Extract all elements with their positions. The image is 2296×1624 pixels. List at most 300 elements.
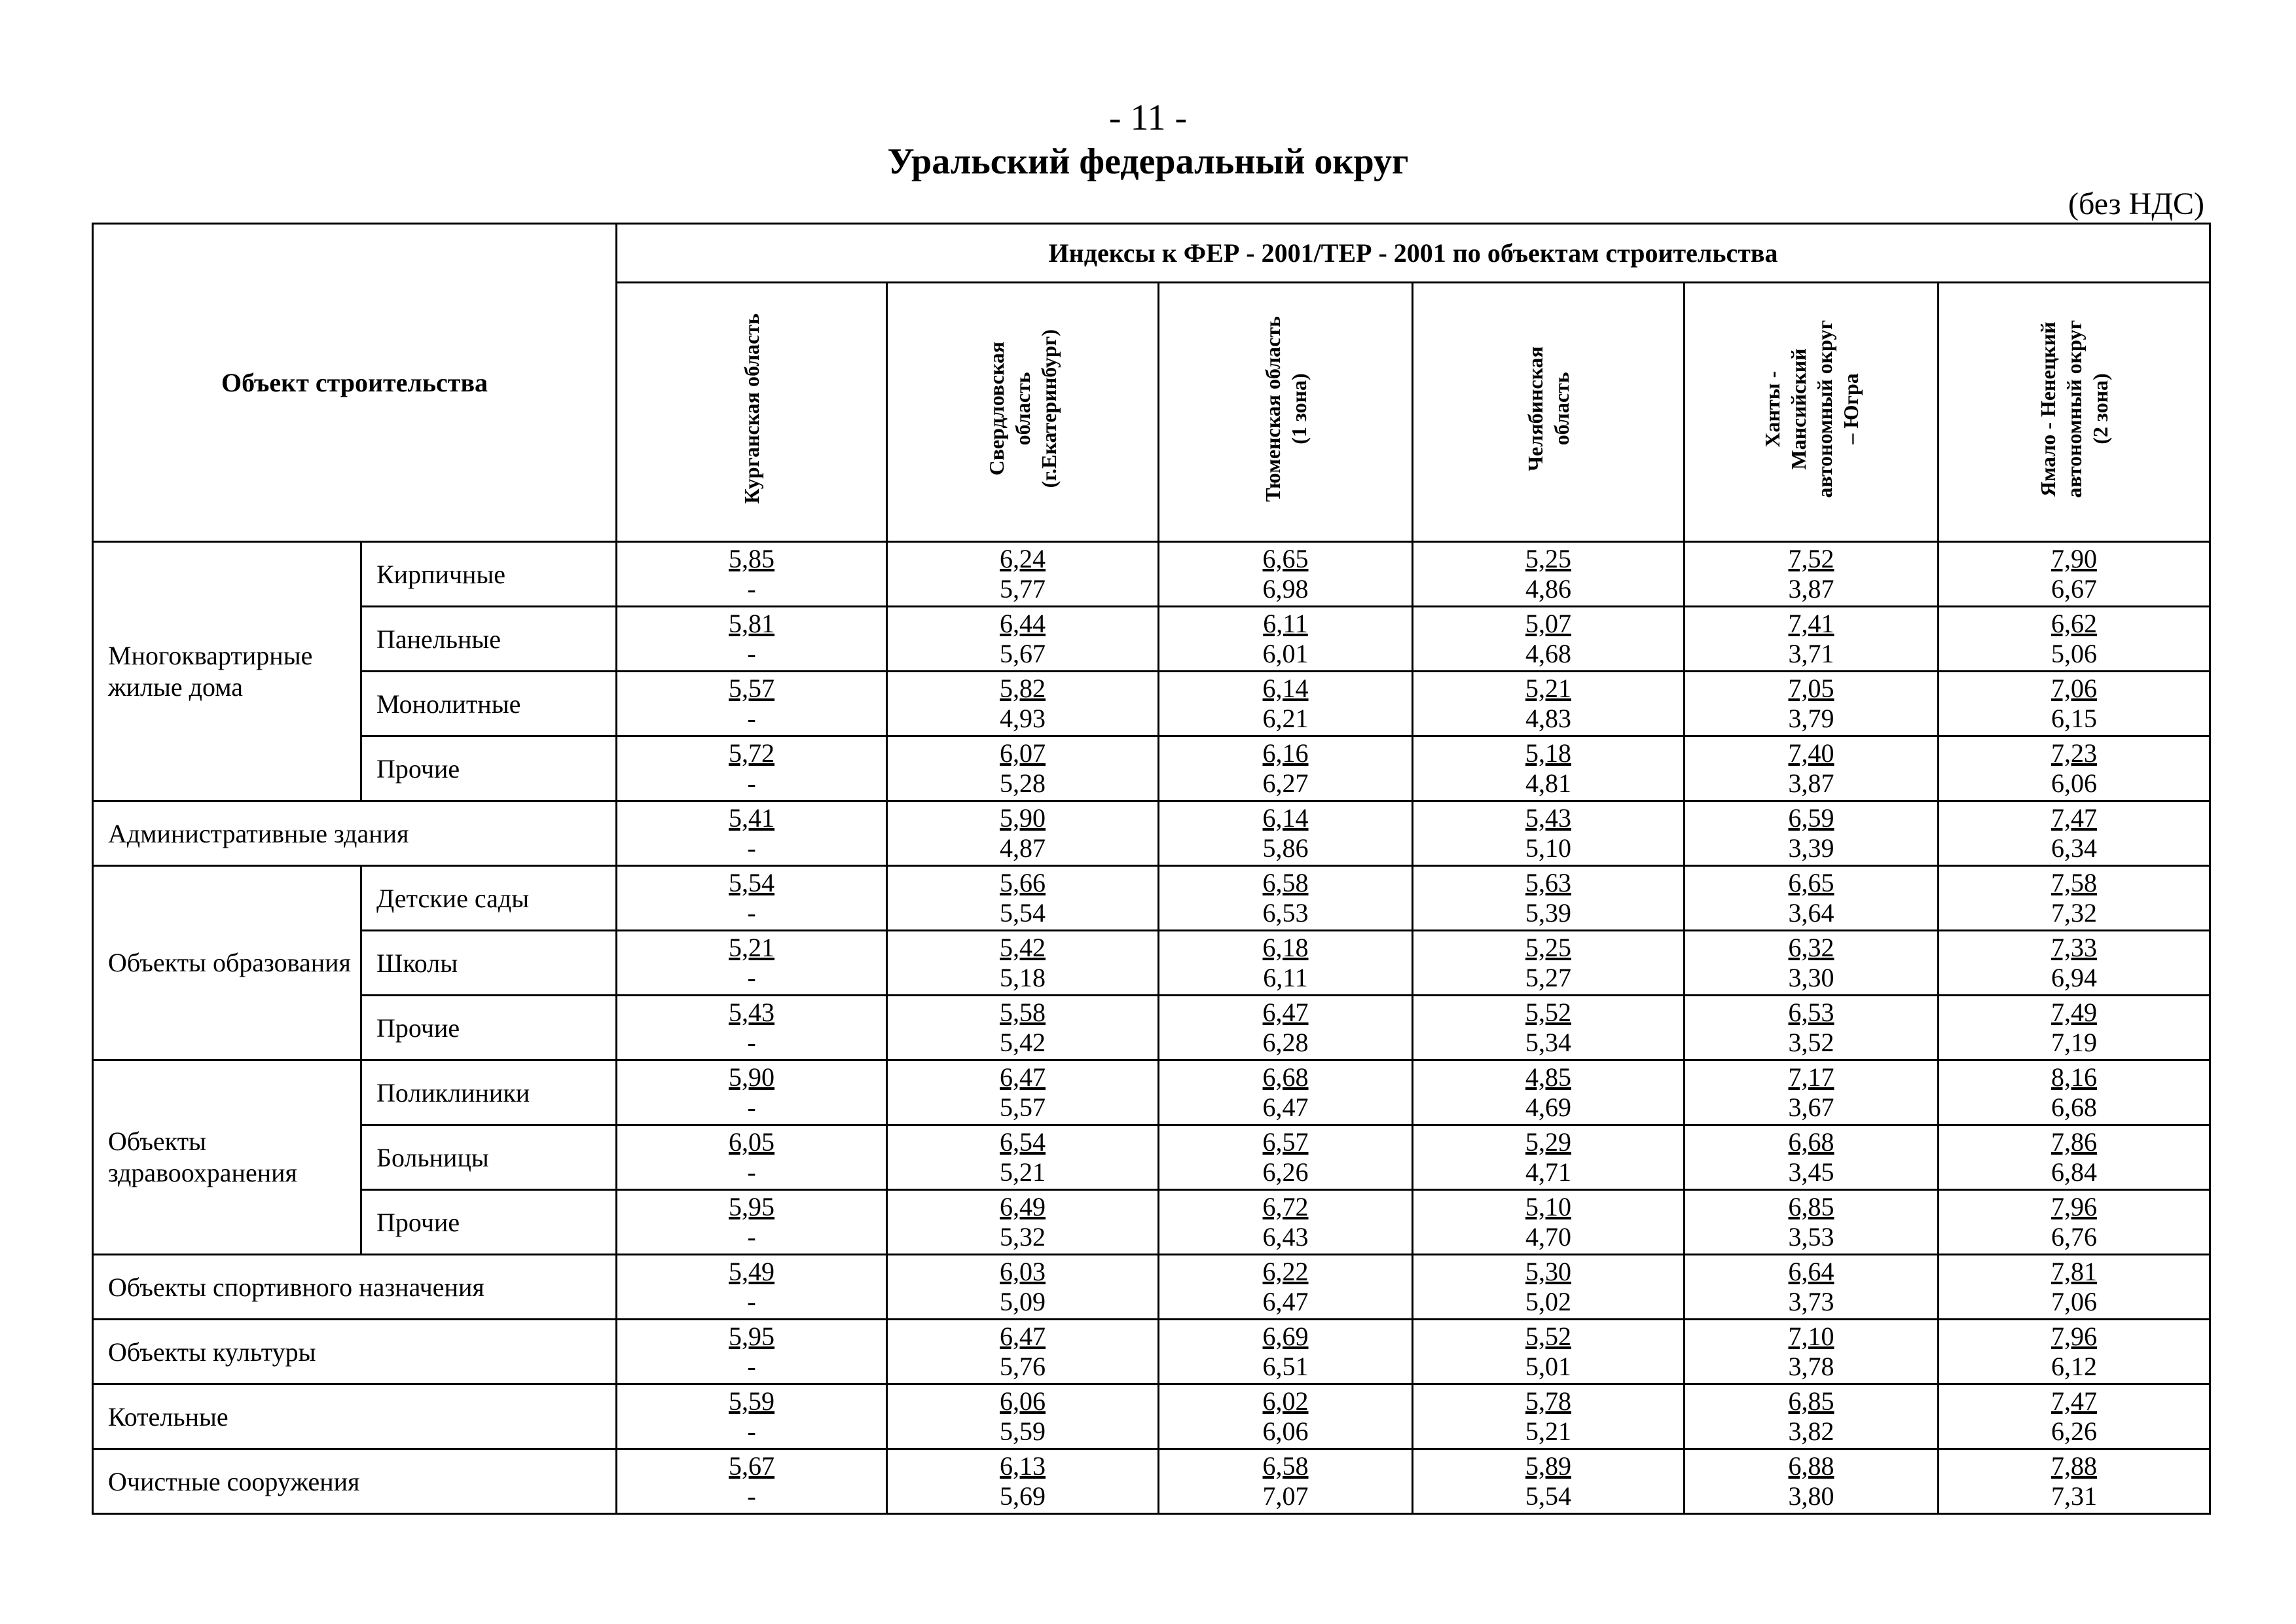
row-label: Объекты спортивного назначения — [93, 1255, 617, 1320]
index-fer: 6,07 — [1000, 738, 1046, 768]
table-row — [93, 931, 2210, 996]
index-cell — [1413, 801, 1685, 866]
index-cell — [1939, 1060, 2210, 1125]
index-ter: 3,80 — [1788, 1481, 1834, 1511]
row-label: Административные здания — [93, 801, 617, 866]
index-ter: 4,69 — [1525, 1092, 1572, 1122]
index-ter: - — [747, 898, 756, 928]
index-fer: 5,90 — [729, 1062, 775, 1092]
index-cell — [1159, 1255, 1413, 1320]
index-cell — [617, 1255, 887, 1320]
index-ter: - — [747, 1352, 756, 1381]
index-ter: 3,39 — [1788, 833, 1834, 863]
index-cell — [1939, 736, 2210, 801]
index-cell — [1159, 672, 1413, 736]
index-fer: 6,44 — [1000, 609, 1046, 638]
index-fer: 5,21 — [729, 933, 775, 962]
region-header — [617, 283, 887, 542]
index-ter: 5,28 — [1000, 768, 1046, 798]
index-cell — [887, 1320, 1159, 1384]
index-fer: 7,41 — [1788, 609, 1834, 638]
index-cell — [1685, 607, 1939, 672]
index-ter: 5,39 — [1525, 898, 1572, 928]
index-cell — [1685, 996, 1939, 1060]
index-ter: 3,53 — [1788, 1222, 1834, 1252]
index-ter: 7,19 — [2051, 1028, 2098, 1057]
index-cell — [1939, 607, 2210, 672]
index-cell — [1413, 1060, 1685, 1125]
region-name: Тюменская область (1 зона) — [1260, 316, 1311, 502]
index-cell — [1939, 542, 2210, 607]
index-fer: 6,58 — [1262, 868, 1309, 897]
index-ter: 3,71 — [1788, 639, 1834, 668]
index-fer: 5,21 — [1525, 674, 1572, 703]
region-name: Курганская область — [740, 314, 764, 504]
vat-note: (без НДС) — [2068, 187, 2204, 221]
index-ter: 6,06 — [1262, 1416, 1309, 1446]
table-row — [93, 1255, 2210, 1320]
index-fer: 6,65 — [1262, 544, 1309, 573]
index-fer: 6,11 — [1263, 609, 1308, 638]
table-row — [93, 1060, 2210, 1125]
group-label: Объекты здравоохранения — [93, 1060, 361, 1255]
index-fer: 6,06 — [1000, 1386, 1046, 1416]
index-fer: 5,95 — [729, 1192, 775, 1221]
index-cell — [617, 1449, 887, 1514]
index-fer: 6,16 — [1262, 738, 1309, 768]
index-fer: 6,85 — [1788, 1386, 1834, 1416]
index-cell — [887, 1190, 1159, 1255]
index-cell — [617, 1190, 887, 1255]
index-cell — [1685, 1384, 1939, 1449]
index-cell — [1413, 1125, 1685, 1190]
index-cell — [1413, 931, 1685, 996]
subtype-label: Школы — [361, 931, 617, 996]
index-ter: - — [747, 1092, 756, 1122]
index-ter: 5,02 — [1525, 1287, 1572, 1316]
region-name: Ханты - Мансийский автономный округ – Югра — [1760, 319, 1863, 498]
index-ter: 5,86 — [1262, 833, 1309, 863]
index-ter: 6,76 — [2051, 1222, 2098, 1252]
index-cell — [887, 736, 1159, 801]
index-cell — [1939, 1449, 2210, 1514]
subtype-label: Панельные — [361, 607, 617, 672]
index-ter: - — [747, 1222, 756, 1252]
row-label: Котельные — [93, 1384, 617, 1449]
index-fer: 5,90 — [1000, 803, 1046, 833]
index-ter: 5,34 — [1525, 1028, 1572, 1057]
table-row — [93, 1449, 2210, 1514]
index-fer: 5,43 — [729, 998, 775, 1027]
index-fer: 7,49 — [2051, 998, 2098, 1027]
subtype-label: Кирпичные — [361, 542, 617, 607]
index-ter: - — [747, 1416, 756, 1446]
index-fer: 6,88 — [1788, 1451, 1834, 1481]
index-ter: 5,59 — [1000, 1416, 1046, 1446]
index-cell — [617, 542, 887, 607]
index-cell — [1413, 1449, 1685, 1514]
index-cell — [1939, 866, 2210, 931]
index-cell — [1685, 1190, 1939, 1255]
subtype-label: Больницы — [361, 1125, 617, 1190]
index-fer: 7,17 — [1788, 1062, 1834, 1092]
index-cell — [617, 607, 887, 672]
index-fer: 6,03 — [1000, 1257, 1046, 1286]
index-cell — [1685, 1449, 1939, 1514]
index-ter: 5,21 — [1525, 1416, 1572, 1446]
index-fer: 6,68 — [1262, 1062, 1309, 1092]
index-fer: 7,52 — [1788, 544, 1834, 573]
index-ter: 5,54 — [1000, 898, 1046, 928]
index-ter: 6,28 — [1262, 1028, 1309, 1057]
index-fer: 6,13 — [1000, 1451, 1046, 1481]
index-fer: 6,58 — [1262, 1451, 1309, 1481]
index-fer: 6,57 — [1262, 1127, 1309, 1157]
index-cell — [617, 996, 887, 1060]
subtype-label: Прочие — [361, 736, 617, 801]
index-cell — [1413, 996, 1685, 1060]
subtype-label: Поликлиники — [361, 1060, 617, 1125]
index-cell — [1159, 1449, 1413, 1514]
index-fer: 7,90 — [2051, 544, 2098, 573]
table-row — [93, 801, 2210, 866]
index-ter: 6,21 — [1262, 704, 1309, 733]
region-name: Ямало - Ненецкий автономный округ (2 зона) — [2036, 319, 2113, 498]
index-fer: 5,49 — [729, 1257, 775, 1286]
index-ter: 4,87 — [1000, 833, 1046, 863]
index-ter: 5,01 — [1525, 1352, 1572, 1381]
index-cell — [1939, 1125, 2210, 1190]
index-ter: 3,73 — [1788, 1287, 1834, 1316]
index-ter: - — [747, 963, 756, 992]
index-cell — [1413, 736, 1685, 801]
region-name: Свердловская область (г.Екатеринбург) — [985, 329, 1061, 488]
index-fer: 6,53 — [1788, 998, 1834, 1027]
index-ter: - — [747, 574, 756, 604]
region-header — [1159, 283, 1413, 542]
page-title: Уральский федеральный округ — [887, 141, 1409, 182]
index-fer: 6,47 — [1000, 1062, 1046, 1092]
index-fer: 6,14 — [1262, 803, 1309, 833]
index-ter: 3,64 — [1788, 898, 1834, 928]
index-cell — [1685, 866, 1939, 931]
index-cell — [1939, 1320, 2210, 1384]
index-ter: 6,84 — [2051, 1157, 2098, 1187]
index-ter: 4,70 — [1525, 1222, 1572, 1252]
index-ter: 6,11 — [1263, 963, 1308, 992]
index-fer: 6,47 — [1000, 1322, 1046, 1351]
index-cell — [1159, 542, 1413, 607]
index-fer: 6,05 — [729, 1127, 775, 1157]
row-label: Объекты культуры — [93, 1320, 617, 1384]
index-cell — [617, 672, 887, 736]
index-cell — [1685, 931, 1939, 996]
index-ter: - — [747, 1287, 756, 1316]
index-fer: 6,02 — [1262, 1386, 1309, 1416]
index-cell — [1939, 931, 2210, 996]
index-fer: 7,86 — [2051, 1127, 2098, 1157]
group-label: Объекты образования — [93, 866, 361, 1060]
index-ter: 3,30 — [1788, 963, 1834, 992]
index-ter: 3,45 — [1788, 1157, 1834, 1187]
index-table — [92, 223, 2211, 1515]
index-fer: 5,42 — [1000, 933, 1046, 962]
index-ter: 6,06 — [2051, 768, 2098, 798]
index-ter: 3,82 — [1788, 1416, 1834, 1446]
index-ter: 5,06 — [2051, 639, 2098, 668]
index-cell — [617, 866, 887, 931]
index-fer: 7,58 — [2051, 868, 2098, 897]
group-label: Многоквартирные жилые дома — [93, 542, 361, 801]
index-cell — [617, 1384, 887, 1449]
index-fer: 4,85 — [1525, 1062, 1572, 1092]
index-fer: 5,25 — [1525, 544, 1572, 573]
table-row — [93, 736, 2210, 801]
table-row — [93, 996, 2210, 1060]
index-ter: 5,76 — [1000, 1352, 1046, 1381]
index-cell — [1159, 1125, 1413, 1190]
index-fer: 6,47 — [1262, 998, 1309, 1027]
index-cell — [1685, 1255, 1939, 1320]
index-cell — [887, 801, 1159, 866]
index-ter: 7,31 — [2051, 1481, 2098, 1511]
index-fer: 6,49 — [1000, 1192, 1046, 1221]
index-fer: 6,62 — [2051, 609, 2098, 638]
object-header: Объект строительства — [93, 224, 617, 542]
index-fer: 7,47 — [2051, 803, 2098, 833]
index-cell — [1159, 866, 1413, 931]
index-cell — [1159, 1060, 1413, 1125]
index-cell — [1939, 801, 2210, 866]
index-fer: 6,54 — [1000, 1127, 1046, 1157]
index-cell — [617, 801, 887, 866]
index-ter: 6,53 — [1262, 898, 1309, 928]
table-row — [93, 1384, 2210, 1449]
index-fer: 6,32 — [1788, 933, 1834, 962]
index-cell — [1159, 931, 1413, 996]
index-fer: 6,18 — [1262, 933, 1309, 962]
index-ter: 6,34 — [2051, 833, 2098, 863]
index-cell — [617, 931, 887, 996]
index-fer: 5,52 — [1525, 1322, 1572, 1351]
index-fer: 7,05 — [1788, 674, 1834, 703]
index-cell — [1159, 996, 1413, 1060]
index-fer: 5,29 — [1525, 1127, 1572, 1157]
table-row — [93, 866, 2210, 931]
index-fer: 6,59 — [1788, 803, 1834, 833]
index-ter: 3,87 — [1788, 768, 1834, 798]
subtype-label: Прочие — [361, 1190, 617, 1255]
index-ter: 5,32 — [1000, 1222, 1046, 1252]
index-ter: 7,06 — [2051, 1287, 2098, 1316]
table-row — [93, 672, 2210, 736]
index-cell — [1159, 736, 1413, 801]
table-row — [93, 1320, 2210, 1384]
index-cell — [1159, 801, 1413, 866]
index-ter: 5,10 — [1525, 833, 1572, 863]
index-ter: 6,43 — [1262, 1222, 1309, 1252]
index-ter: 7,07 — [1262, 1481, 1309, 1511]
index-cell — [1685, 736, 1939, 801]
index-fer: 7,33 — [2051, 933, 2098, 962]
index-ter: 3,78 — [1788, 1352, 1834, 1381]
subtype-label: Монолитные — [361, 672, 617, 736]
index-ter: 6,01 — [1262, 639, 1309, 668]
index-fer: 5,95 — [729, 1322, 775, 1351]
table-row — [93, 542, 2210, 607]
index-ter: - — [747, 704, 756, 733]
index-fer: 6,24 — [1000, 544, 1046, 573]
index-fer: 5,66 — [1000, 868, 1046, 897]
index-cell — [1939, 1190, 2210, 1255]
index-cell — [1413, 1190, 1685, 1255]
index-cell — [617, 1060, 887, 1125]
index-ter: 6,94 — [2051, 963, 2098, 992]
index-ter: 6,51 — [1262, 1352, 1309, 1381]
index-ter: - — [747, 1157, 756, 1187]
index-cell — [1685, 542, 1939, 607]
index-fer: 8,16 — [2051, 1062, 2098, 1092]
index-ter: 6,47 — [1262, 1287, 1309, 1316]
index-fer: 6,22 — [1262, 1257, 1309, 1286]
index-fer: 5,41 — [729, 803, 775, 833]
index-ter: 3,67 — [1788, 1092, 1834, 1122]
index-ter: 6,26 — [2051, 1416, 2098, 1446]
index-fer: 5,52 — [1525, 998, 1572, 1027]
index-ter: 5,42 — [1000, 1028, 1046, 1057]
index-cell — [1939, 996, 2210, 1060]
index-cell — [1413, 1384, 1685, 1449]
index-cell — [887, 866, 1159, 931]
index-ter: 5,77 — [1000, 574, 1046, 604]
index-ter: 6,12 — [2051, 1352, 2098, 1381]
index-cell — [1685, 801, 1939, 866]
index-ter: 6,98 — [1262, 574, 1309, 604]
index-fer: 7,96 — [2051, 1322, 2098, 1351]
index-ter: 6,26 — [1262, 1157, 1309, 1187]
index-fer: 5,59 — [729, 1386, 775, 1416]
index-fer: 5,58 — [1000, 998, 1046, 1027]
index-cell — [887, 996, 1159, 1060]
index-cell — [1413, 607, 1685, 672]
index-ter: - — [747, 768, 756, 798]
index-fer: 6,85 — [1788, 1192, 1834, 1221]
subtype-label: Прочие — [361, 996, 617, 1060]
index-fer: 6,68 — [1788, 1127, 1834, 1157]
index-ter: 4,71 — [1525, 1157, 1572, 1187]
index-fer: 5,30 — [1525, 1257, 1572, 1286]
index-ter: 3,52 — [1788, 1028, 1834, 1057]
index-ter: 5,21 — [1000, 1157, 1046, 1187]
index-ter: 3,87 — [1788, 574, 1834, 604]
index-cell — [1159, 1384, 1413, 1449]
index-ter: 6,47 — [1262, 1092, 1309, 1122]
index-cell — [1939, 1384, 2210, 1449]
main-header: Индексы к ФЕР - 2001/ТЕР - 2001 по объектам строительства — [617, 224, 2210, 283]
region-name: Челябинская область — [1523, 346, 1574, 472]
index-cell — [1685, 672, 1939, 736]
index-fer: 5,85 — [729, 544, 775, 573]
index-ter: 5,27 — [1525, 963, 1572, 992]
index-fer: 5,67 — [729, 1451, 775, 1481]
index-ter: 5,18 — [1000, 963, 1046, 992]
index-fer: 5,63 — [1525, 868, 1572, 897]
page-number: - 11 - — [1108, 98, 1188, 138]
index-cell — [1413, 542, 1685, 607]
index-cell — [887, 931, 1159, 996]
index-ter: - — [747, 639, 756, 668]
index-fer: 7,10 — [1788, 1322, 1834, 1351]
index-fer: 5,25 — [1525, 933, 1572, 962]
index-cell — [1939, 672, 2210, 736]
index-ter: 4,86 — [1525, 574, 1572, 604]
index-cell — [1159, 607, 1413, 672]
index-fer: 5,07 — [1525, 609, 1572, 638]
index-cell — [887, 1255, 1159, 1320]
index-cell — [887, 1449, 1159, 1514]
region-header — [1939, 283, 2210, 542]
index-ter: 5,67 — [1000, 639, 1046, 668]
index-fer: 7,81 — [2051, 1257, 2098, 1286]
index-cell — [1413, 1320, 1685, 1384]
index-ter: 6,27 — [1262, 768, 1309, 798]
index-fer: 7,96 — [2051, 1192, 2098, 1221]
index-fer: 6,14 — [1262, 674, 1309, 703]
index-ter: 5,57 — [1000, 1092, 1046, 1122]
index-ter: 6,15 — [2051, 704, 2098, 733]
index-cell — [1159, 1190, 1413, 1255]
index-fer: 7,23 — [2051, 738, 2098, 768]
subtype-label: Детские сады — [361, 866, 617, 931]
index-cell — [887, 672, 1159, 736]
index-fer: 6,64 — [1788, 1257, 1834, 1286]
index-fer: 6,69 — [1262, 1322, 1309, 1351]
index-cell — [887, 1060, 1159, 1125]
index-fer: 5,72 — [729, 738, 775, 768]
table-row — [93, 1190, 2210, 1255]
row-label: Очистные сооружения — [93, 1449, 617, 1514]
index-cell — [1413, 672, 1685, 736]
index-ter: 4,93 — [1000, 704, 1046, 733]
index-cell — [1685, 1060, 1939, 1125]
index-ter: 7,32 — [2051, 898, 2098, 928]
index-ter: 4,83 — [1525, 704, 1572, 733]
index-cell — [1939, 1255, 2210, 1320]
index-cell — [617, 1320, 887, 1384]
index-cell — [1685, 1320, 1939, 1384]
index-ter: - — [747, 833, 756, 863]
index-fer: 6,72 — [1262, 1192, 1309, 1221]
index-fer: 5,57 — [729, 674, 775, 703]
region-header — [887, 283, 1159, 542]
index-fer: 5,10 — [1525, 1192, 1572, 1221]
index-fer: 5,78 — [1525, 1386, 1572, 1416]
index-cell — [887, 607, 1159, 672]
index-fer: 5,43 — [1525, 803, 1572, 833]
index-ter: 5,54 — [1525, 1481, 1572, 1511]
index-ter: 6,68 — [2051, 1092, 2098, 1122]
index-ter: 3,79 — [1788, 704, 1834, 733]
index-ter: - — [747, 1028, 756, 1057]
table-row — [93, 607, 2210, 672]
index-ter: 6,67 — [2051, 574, 2098, 604]
index-ter: 4,81 — [1525, 768, 1572, 798]
index-ter: 4,68 — [1525, 639, 1572, 668]
index-fer: 7,06 — [2051, 674, 2098, 703]
index-fer: 5,54 — [729, 868, 775, 897]
index-cell — [617, 736, 887, 801]
index-cell — [1159, 1320, 1413, 1384]
